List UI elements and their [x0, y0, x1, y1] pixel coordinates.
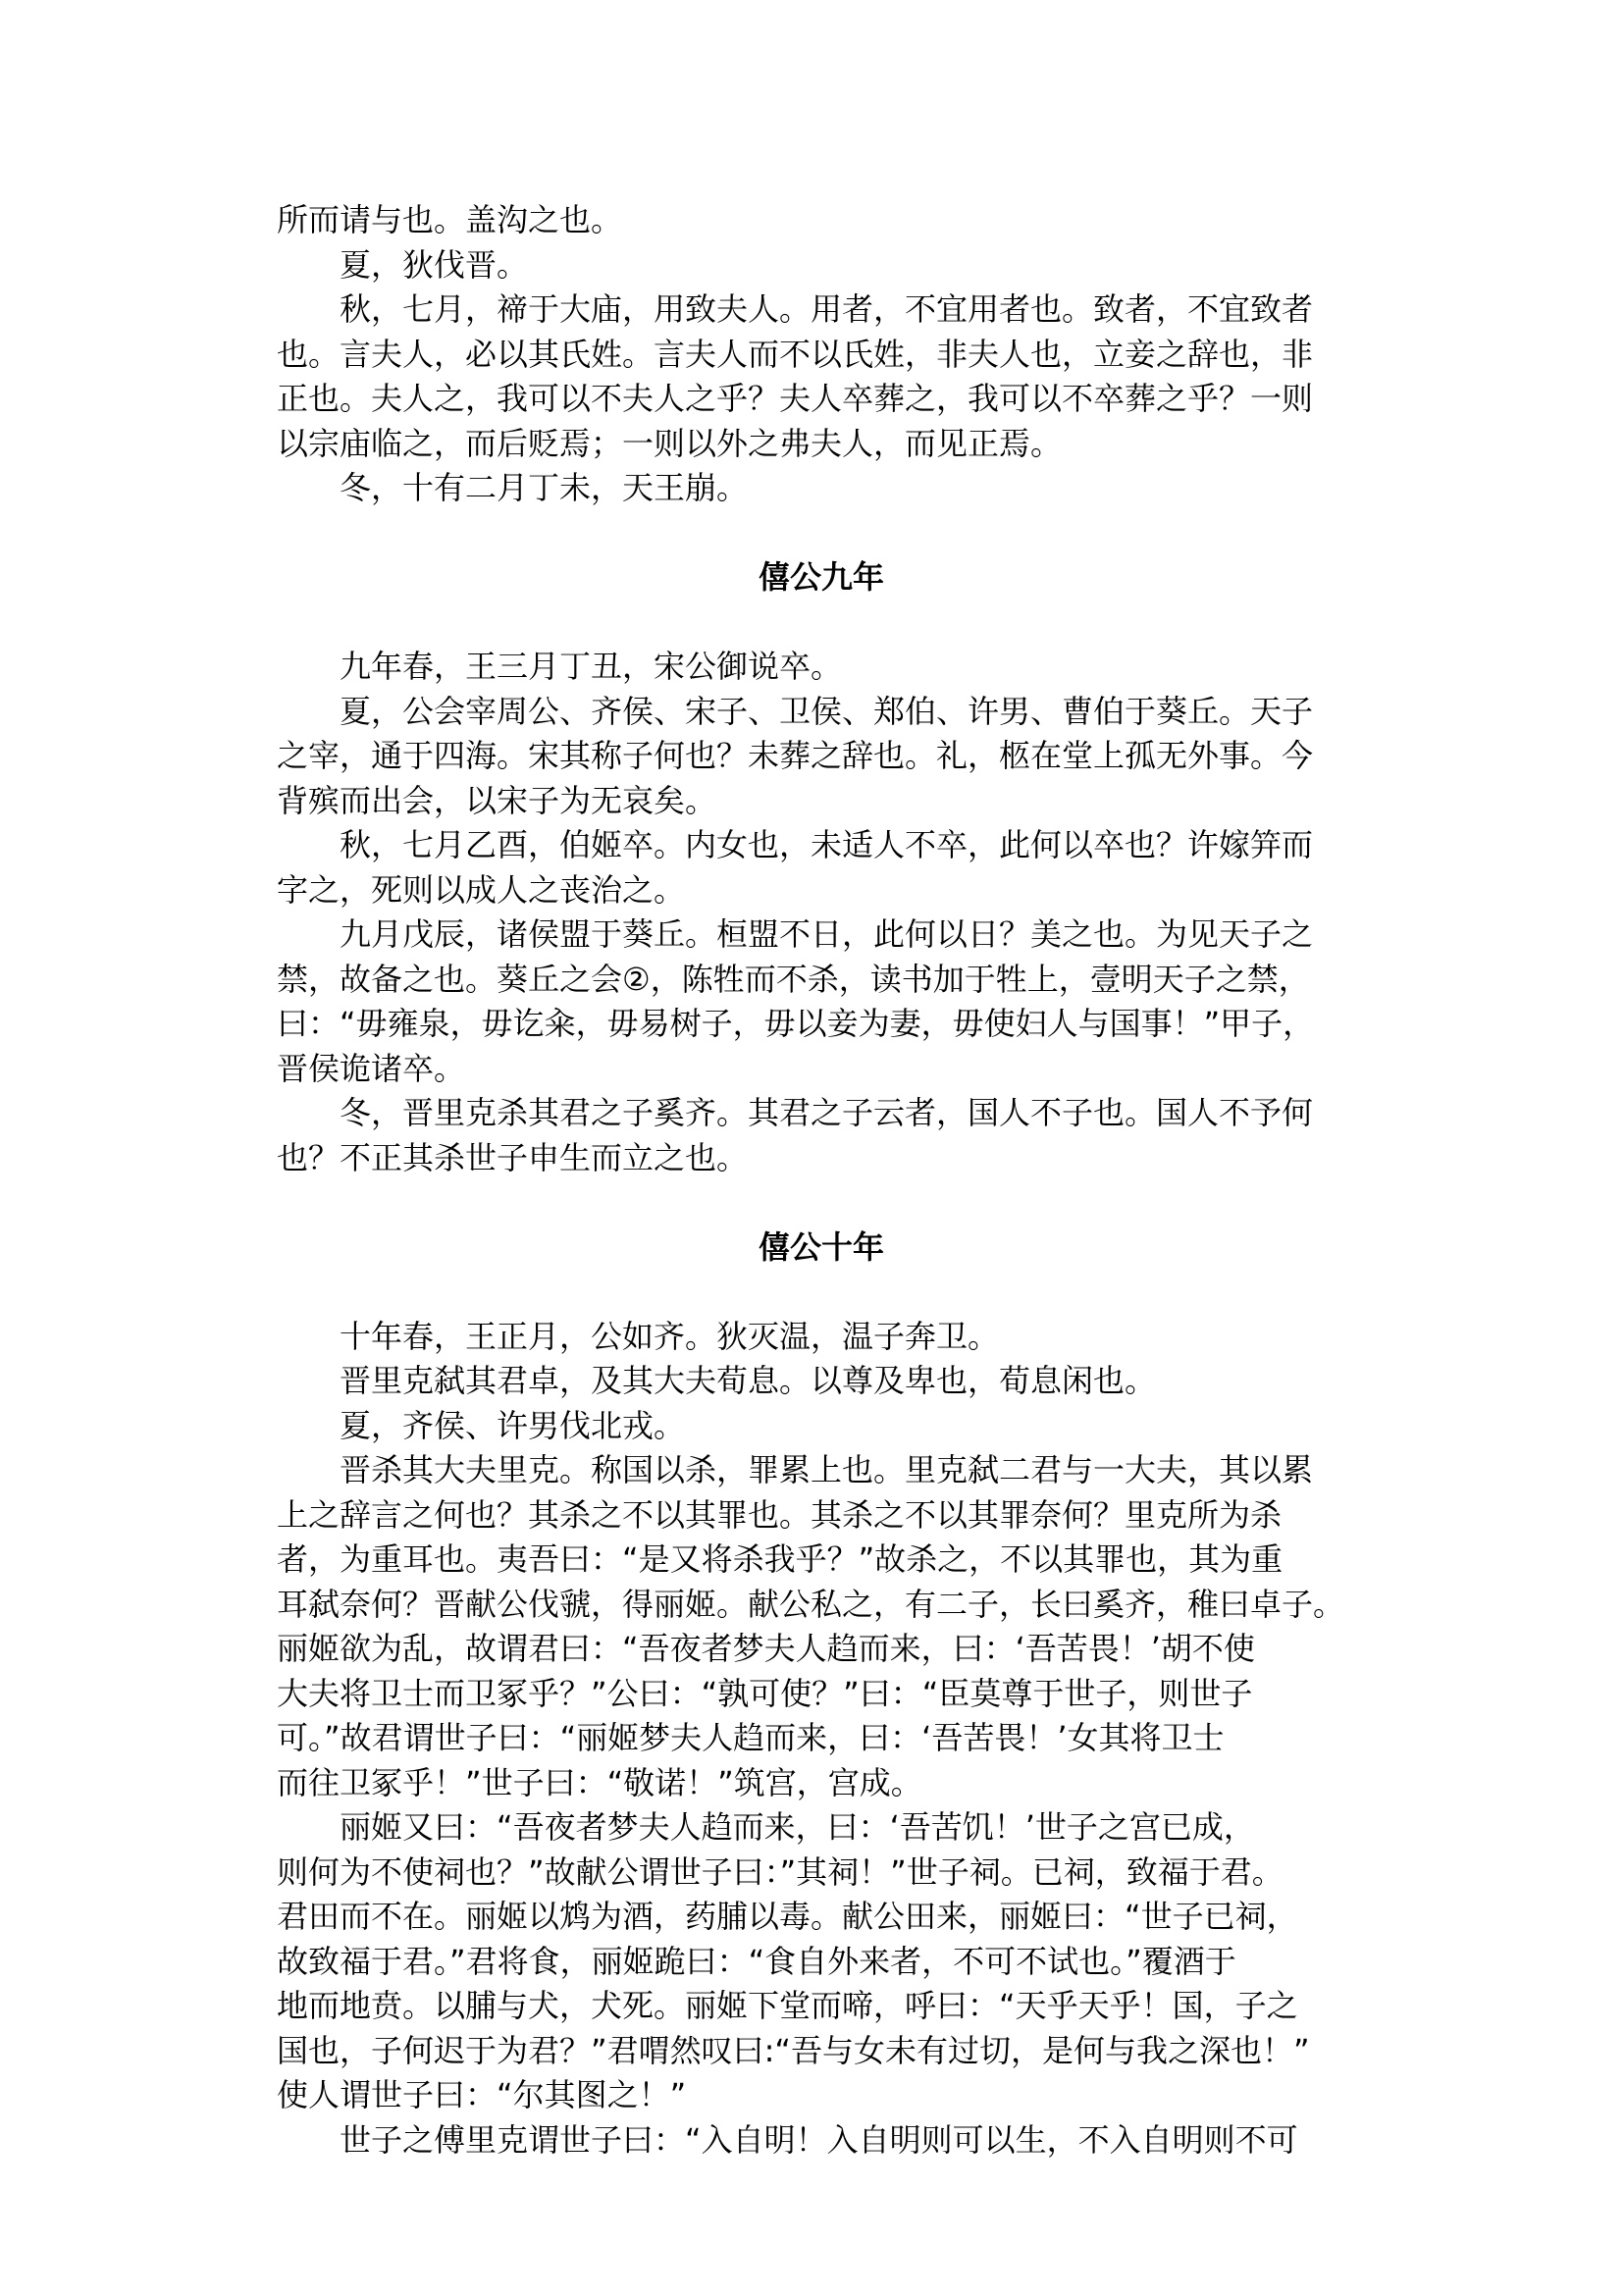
text-line: 所而请与也。盖沟之也。: [277, 201, 623, 238]
text-line: 冬，十有二月丁未，天王崩。: [340, 469, 749, 506]
text-line: 秋，七月乙酉，伯姬卒。内女也，未适人不卒，此何以卒也？许嫁笄而: [340, 826, 1314, 863]
text-line: 上之辞言之何也？其杀之不以其罪也。其杀之不以其罪奈何？里克所为杀: [277, 1495, 1283, 1534]
text-line: 晋里克弑其君卓，及其大夫荀息。以尊及卑也，荀息闲也。: [340, 1362, 1157, 1399]
text-line: 国也，子何迟于为君？”君喟然叹曰:“吾与女未有过切，是何与我之深也！”: [277, 2031, 1310, 2069]
spacer: [277, 1180, 1366, 1225]
spacer: [277, 511, 1366, 556]
text-line: 夏，公会宰周公、齐侯、宋子、卫侯、郑伯、许男、曹伯于葵丘。天子: [340, 692, 1314, 730]
text-line: 也。言夫人，必以其氏姓。言夫人而不以氏姓，非夫人也，立妾之辞也，非: [277, 335, 1314, 373]
text-line: 也？不正其杀世子申生而立之也。: [277, 1138, 749, 1176]
text-line: 秋，七月，禘于大庙，用致夫人。用者，不宜用者也。致者，不宜致者: [340, 290, 1314, 328]
section-xi-gong-10: [277, 1315, 1366, 2164]
text-line: 字之，死则以成人之丧治之。: [277, 870, 686, 909]
text-line: 晋侯诡诸卒。: [277, 1049, 466, 1087]
text-line: 则何为不使祠也？”故献公谓世子曰：”其祠！”世子祠。已祠，致福于君。: [277, 1852, 1283, 1891]
text-line: 之宰，通于四海。宋其称子何也？未葬之辞也。礼，柩在堂上孤无外事。今: [277, 737, 1314, 774]
text-line: 夏，狄伐晋。: [340, 245, 529, 284]
text-line: 丽姬又曰：“吾夜者梦夫人趋而来，曰：‘吾苦饥！’世子之宫已成，: [340, 1808, 1255, 1846]
text-line: 而往卫冢乎！”世子曰：“敬诺！”筑宫，宫成。: [277, 1763, 922, 1801]
text-line: 晋杀其大夫里克。称国以杀，罪累上也。里克弑二君与一大夫，其以累: [340, 1451, 1314, 1488]
text-line: 冬，晋里克杀其君之子奚齐。其君之子云者，国人不子也。国人不予何: [340, 1094, 1314, 1131]
text-line: 故致福于君。”君将食，丽姬跪曰：“食自外来者，不可不试也。”覆酒于: [277, 1942, 1236, 1980]
text-line: 使人谓世子曰：“尔其图之！”: [277, 2076, 687, 2113]
spacer: [277, 1270, 1366, 1315]
section-xi-gong-8-tail: [277, 198, 1366, 511]
text-line: 曰：“毋雍泉，毋讫籴，毋易树子，毋以妾为妻，毋使妇人与国事！”甲子，: [277, 1005, 1315, 1042]
text-line: 者，为重耳也。夷吾曰：“是又将杀我乎？”故杀之，不以其罪也，其为重: [277, 1540, 1283, 1578]
chapter-heading-xi-gong-9: 僖公九年: [758, 558, 884, 596]
text-line: 丽姬欲为乱，故谓君曰：“吾夜者梦夫人趋而来，曰：‘吾苦畏！’胡不使: [277, 1630, 1255, 1667]
text-line: 夏，齐侯、许男伐北戎。: [340, 1406, 686, 1444]
text-line: 地而地贲。以脯与犬，犬死。丽姬下堂而啼，呼曰：“天乎天乎！国，子之: [277, 1987, 1298, 2024]
text-line: 耳弑奈何？晋献公伐虢，得丽姬。献公私之，有二子，长曰奚齐，稚曰卓子。: [277, 1585, 1345, 1623]
text-line: 九年春，王三月丁丑，宋公御说卒。: [340, 648, 843, 685]
document-page: [277, 198, 1366, 2163]
text-line: 正也。夫人之，我可以不夫人之乎？夫人卒葬之，我可以不卒葬之乎？一则: [277, 380, 1314, 417]
text-line: 君田而不在。丽姬以鸩为酒，药脯以毒。献公田来，丽姬曰：“世子已祠，: [277, 1898, 1298, 1935]
text-line: 世子之傅里克谓世子曰：“入自明！入自明则可以生，不入自明则不可: [340, 2120, 1298, 2159]
chapter-heading-xi-gong-10: 僖公十年: [758, 1227, 884, 1266]
text-line: 禁，故备之也。葵丘之会②，陈牲而不杀，读书加于牲上，壹明天子之禁，: [277, 960, 1310, 998]
text-line: 以宗庙临之，而后贬焉；一则以外之弗夫人，而见正焉。: [277, 424, 1063, 462]
spacer: [277, 600, 1366, 646]
text-line: 大夫将卫士而卫冢乎？”公曰：“孰可使？”曰：“臣莫尊于世子，则世子: [277, 1674, 1253, 1712]
text-line: 可。”故君谓世子曰：“丽姬梦夫人趋而来，曰：‘吾苦畏！’女其将卫士: [277, 1719, 1225, 1756]
text-line: 背殡而出会，以宋子为无哀矣。: [277, 781, 717, 819]
section-xi-gong-9: [277, 645, 1366, 1180]
text-line: 九月戊辰，诸侯盟于葵丘。桓盟不日，此何以日？美之也。为见天子之: [340, 915, 1314, 953]
text-line: 十年春，王正月，公如齐。狄灭温，温子奔卫。: [340, 1317, 1000, 1355]
